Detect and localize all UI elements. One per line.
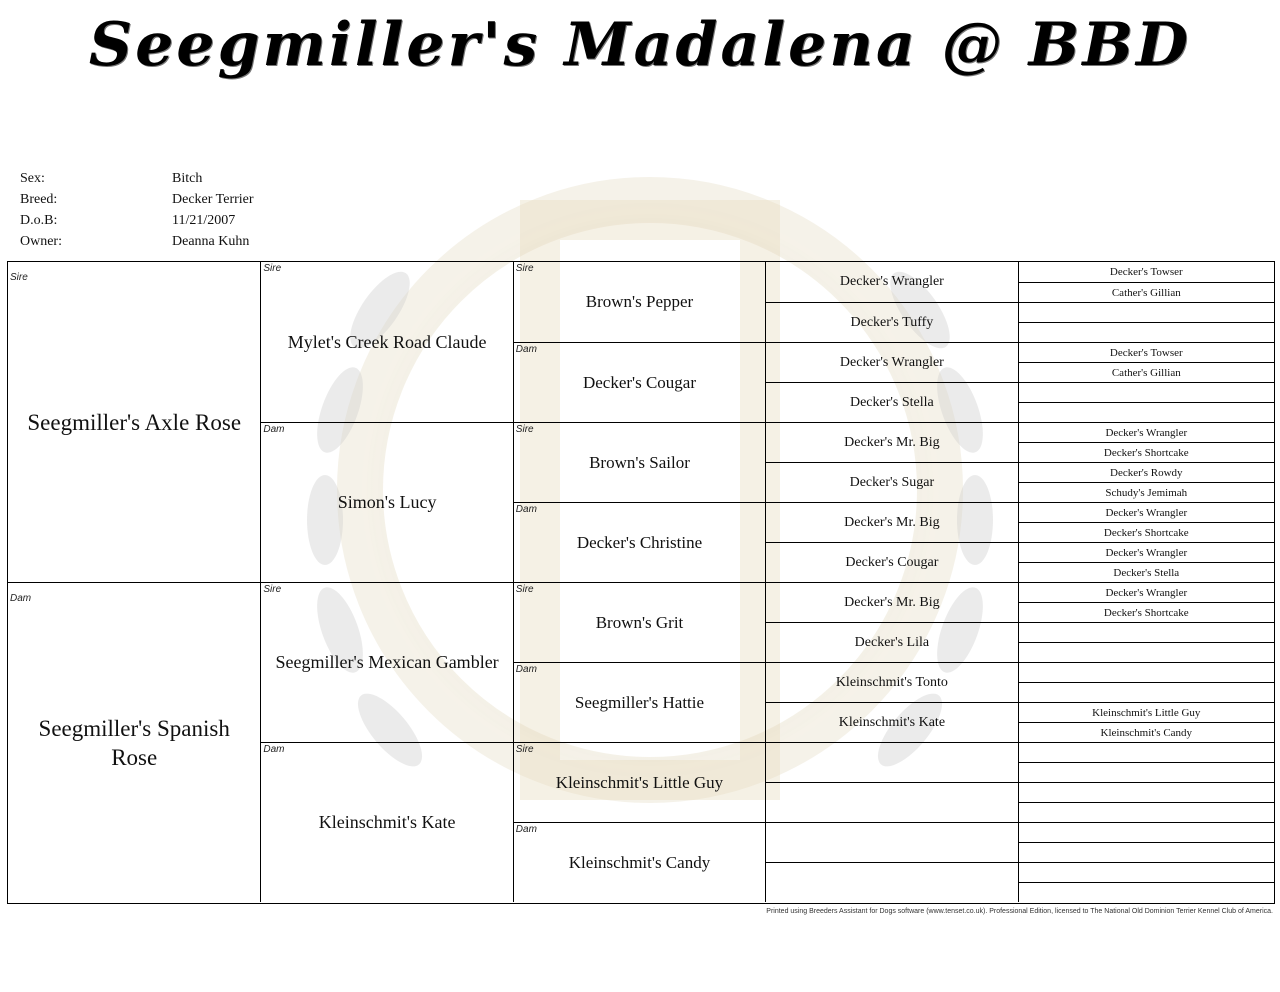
pedigree-cell-gen5 <box>1018 882 1274 902</box>
dog-name: Decker's Rowdy <box>1110 466 1183 479</box>
dog-name: Kleinschmit's Kate <box>838 714 946 730</box>
pedigree-cell-gen5 <box>1018 602 1274 622</box>
sire-label: Sire <box>515 263 534 274</box>
pedigree-cell-gen3 <box>513 742 765 822</box>
dog-name: Kleinschmit's Little Guy <box>555 772 724 792</box>
pedigree-cell-gen5 <box>1018 782 1274 802</box>
pedigree-cell-gen2 <box>260 582 512 742</box>
sire-label: Sire <box>515 424 534 435</box>
pedigree-cell-gen3 <box>513 502 765 582</box>
sire-label: Sire <box>263 263 282 274</box>
dam-label: Dam <box>515 504 537 515</box>
info-value: Decker Terrier <box>172 192 254 207</box>
dog-name: Decker's Wrangler <box>839 354 944 370</box>
pedigree-cell-gen1 <box>8 262 260 582</box>
info-value: 11/21/2007 <box>172 213 236 228</box>
dog-name: Decker's Cougar <box>582 372 697 392</box>
pedigree-cell-gen4 <box>765 302 1017 342</box>
info-row-dob <box>20 210 254 231</box>
info-row-breed <box>20 189 254 210</box>
pedigree-cell-gen4 <box>765 742 1017 782</box>
dog-name: Decker's Mr. Big <box>844 594 940 610</box>
pedigree-cell-gen5 <box>1018 462 1274 482</box>
dam-label: Dam <box>263 424 285 435</box>
pedigree-cell-gen5 <box>1018 622 1274 642</box>
pedigree-cell-gen5 <box>1018 362 1274 382</box>
dog-name: Decker's Stella <box>1113 566 1180 579</box>
pedigree-cell-gen3 <box>513 662 765 742</box>
sire-label: Sire <box>515 744 534 755</box>
pedigree-cell-gen2 <box>260 422 512 582</box>
pedigree-cell-gen4 <box>765 862 1017 902</box>
dog-name: Decker's Shortcake <box>1103 446 1189 459</box>
pedigree-cell-gen5 <box>1018 722 1274 742</box>
dam-label: Dam <box>515 824 537 835</box>
pedigree-cell-gen5 <box>1018 682 1274 702</box>
dog-name: Decker's Towser <box>1109 346 1183 359</box>
pedigree-cell-gen5 <box>1018 382 1274 402</box>
pedigree-cell-gen5 <box>1018 442 1274 462</box>
dog-name: Brown's Sailor <box>589 452 690 472</box>
pedigree-cell-gen3 <box>513 342 765 422</box>
info-value: Bitch <box>172 171 203 186</box>
pedigree-grid <box>7 261 1275 904</box>
pedigree-cell-gen3 <box>513 822 765 902</box>
pedigree-cell-gen5 <box>1018 742 1274 762</box>
pedigree-cell-gen4 <box>765 822 1017 862</box>
pedigree-cell-gen5 <box>1018 322 1274 342</box>
pedigree-cell-gen2 <box>260 742 512 902</box>
pedigree-cell-gen4 <box>765 462 1017 502</box>
dog-name: Decker's Shortcake <box>1103 526 1189 539</box>
pedigree-cell-gen3 <box>513 262 765 342</box>
dog-name: Kleinschmit's Candy <box>1100 726 1193 739</box>
sire-label: Sire <box>515 584 534 595</box>
info-label: D.o.B: <box>20 213 58 228</box>
dog-name: Decker's Lila <box>854 634 930 650</box>
dog-name: Decker's Wrangler <box>1105 426 1188 439</box>
dog-name: Mylet's Creek Road Claude <box>287 331 487 352</box>
dog-name: Seegmiller's Spanish Rose <box>38 715 230 770</box>
dog-name: Brown's Pepper <box>585 292 694 311</box>
dam-label: Dam <box>515 344 537 355</box>
pedigree-cell-gen3 <box>513 422 765 502</box>
pedigree-cell-gen5 <box>1018 582 1274 602</box>
dog-name: Seegmiller's Axle Rose <box>27 409 242 435</box>
pedigree-cell-gen4 <box>765 582 1017 622</box>
dog-info <box>20 168 254 252</box>
pedigree-cell-gen5 <box>1018 822 1274 842</box>
dog-name: Decker's Towser <box>1109 266 1183 278</box>
pedigree-cell-gen2 <box>260 262 512 422</box>
info-row-sex <box>20 168 254 189</box>
dog-name: Decker's Mr. Big <box>844 514 940 530</box>
pedigree-cell-gen5 <box>1018 422 1274 442</box>
dog-name: Cather's Gillian <box>1111 366 1181 379</box>
dam-label: Dam <box>515 664 537 675</box>
dog-name: Decker's Wrangler <box>1105 546 1188 559</box>
dog-name: Decker's Wrangler <box>839 274 944 289</box>
pedigree-cell-gen5 <box>1018 762 1274 782</box>
pedigree-cell-gen4 <box>765 622 1017 662</box>
pedigree-cell-gen5 <box>1018 862 1274 882</box>
pedigree-cell-gen5 <box>1018 542 1274 562</box>
dog-name: Schudy's Jemimah <box>1105 486 1188 499</box>
info-label: Sex: <box>20 171 45 186</box>
pedigree-cell-gen5 <box>1018 482 1274 502</box>
dog-name: Simon's Lucy <box>337 492 437 512</box>
dog-name: Decker's Mr. Big <box>844 434 940 450</box>
pedigree-cell-gen4 <box>765 422 1017 462</box>
dog-name: Kleinschmit's Little Guy <box>1092 706 1201 719</box>
info-value: Deanna Kuhn <box>172 234 250 249</box>
pedigree-cell-gen5 <box>1018 662 1274 682</box>
dog-name: Kleinschmit's Tonto <box>835 674 948 690</box>
pedigree-cell-gen5 <box>1018 642 1274 662</box>
pedigree-cell-gen4 <box>765 542 1017 582</box>
sire-label: Sire <box>263 584 282 595</box>
footer-credit: Printed using Breeders Assistant for Dogs software (www.tenset.co.uk). Professional Edition, licensed to The National Old Dominion Terrier Kennel Club of America. <box>766 908 1273 915</box>
dog-name: Kleinschmit's Kate <box>318 812 456 832</box>
dog-name: Decker's Wrangler <box>1105 506 1188 519</box>
pedigree-cell-gen5 <box>1018 302 1274 322</box>
dog-name: Cather's Gillian <box>1111 286 1181 299</box>
dog-name: Kleinschmit's Candy <box>568 852 711 872</box>
page-title: Seegmiller's Madalena @ BBD <box>88 10 1192 80</box>
pedigree-cell-gen5 <box>1018 342 1274 362</box>
dog-name: Decker's Cougar <box>845 554 939 570</box>
pedigree-cell-gen5 <box>1018 262 1274 282</box>
dog-name: Decker's Tuffy <box>850 314 934 330</box>
dog-name: Brown's Grit <box>595 612 684 632</box>
pedigree-cell-gen3 <box>513 582 765 662</box>
dog-name: Decker's Christine <box>576 532 703 552</box>
dam-label: Dam <box>10 593 32 604</box>
info-label: Owner: <box>20 234 62 249</box>
pedigree-cell-gen4 <box>765 782 1017 822</box>
pedigree-cell-gen5 <box>1018 522 1274 542</box>
info-row-owner <box>20 231 254 252</box>
pedigree-cell-gen4 <box>765 262 1017 302</box>
pedigree-cell-gen5 <box>1018 402 1274 422</box>
dog-name: Decker's Wrangler <box>1105 586 1188 599</box>
pedigree-cell-gen5 <box>1018 842 1274 862</box>
sire-label: Sire <box>10 272 28 283</box>
pedigree-cell-gen4 <box>765 702 1017 742</box>
dam-label: Dam <box>263 744 285 755</box>
pedigree-cell-gen5 <box>1018 502 1274 522</box>
pedigree-cell-gen1 <box>8 582 260 902</box>
dog-name: Decker's Shortcake <box>1103 606 1189 619</box>
dog-name: Decker's Stella <box>849 394 934 410</box>
pedigree-cell-gen5 <box>1018 562 1274 582</box>
dog-name: Decker's Sugar <box>849 474 935 490</box>
pedigree-cell-gen4 <box>765 382 1017 422</box>
pedigree-cell-gen5 <box>1018 702 1274 722</box>
pedigree-cell-gen4 <box>765 662 1017 702</box>
info-label: Breed: <box>20 192 58 207</box>
dog-name: Seegmiller's Mexican Gambler <box>275 652 499 672</box>
pedigree-cell-gen4 <box>765 502 1017 542</box>
pedigree-cell-gen4 <box>765 342 1017 382</box>
pedigree-cell-gen5 <box>1018 282 1274 302</box>
pedigree-cell-gen5 <box>1018 802 1274 822</box>
dog-name: Seegmiller's Hattie <box>574 692 705 712</box>
